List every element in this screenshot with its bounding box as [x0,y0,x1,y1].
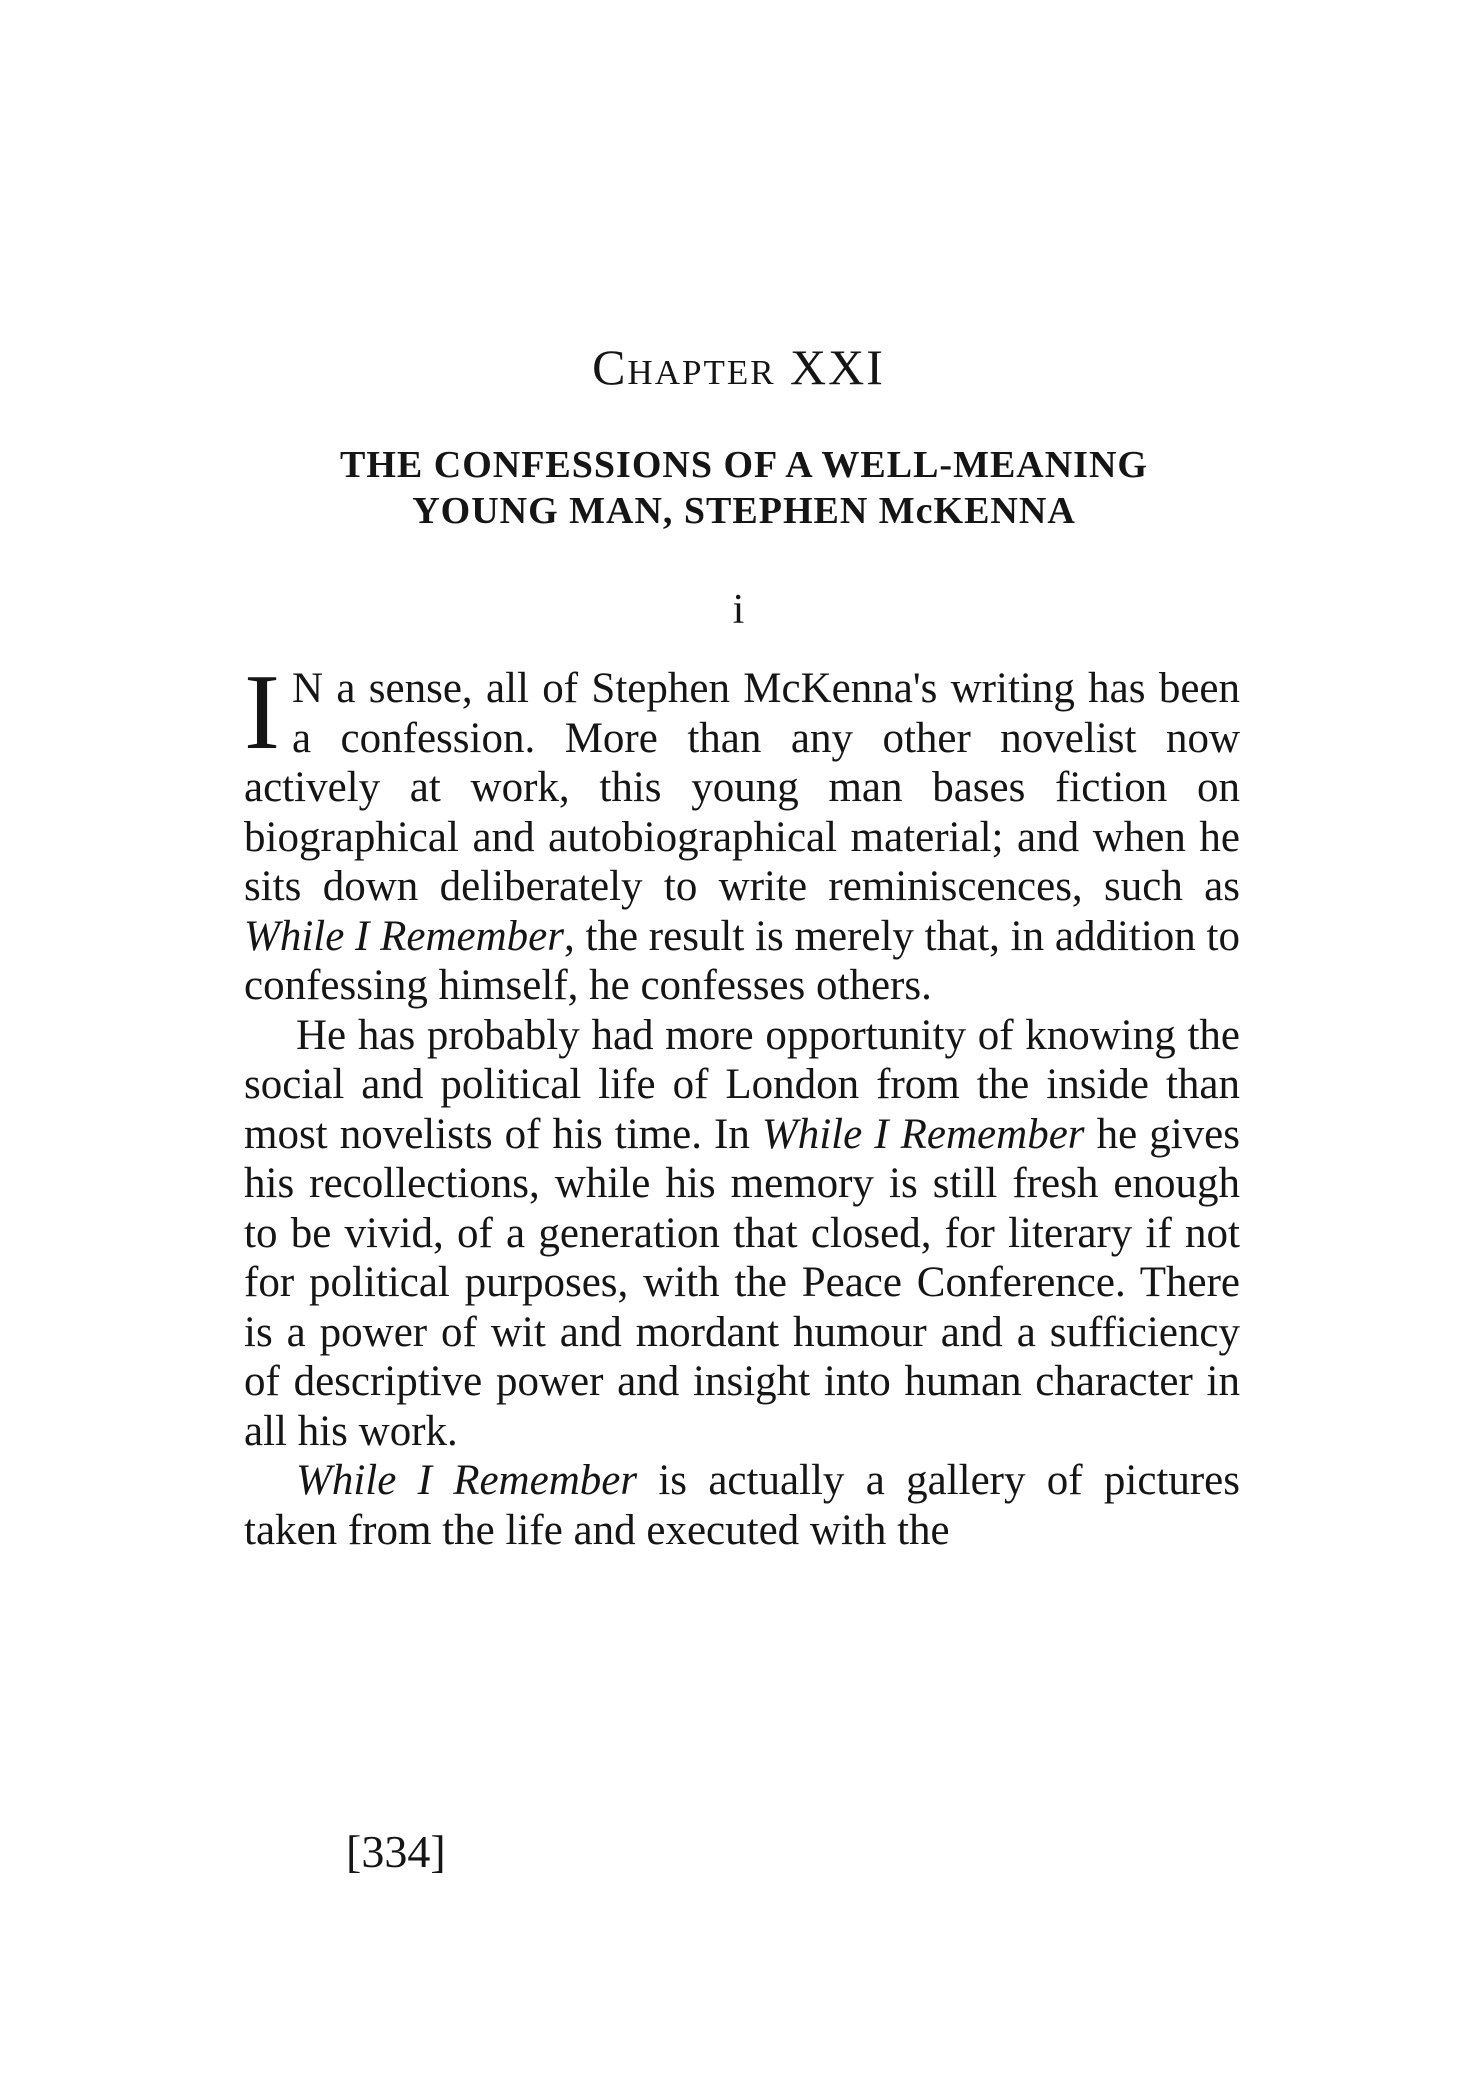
chapter-number: Chapter XXI [592,339,885,395]
paragraph-2-text-a: He has probably had more opportunity of knowing the social and political life of London from the inside than most novelists of his time. In [244,1011,1240,1158]
book-title: While I Remember [296,1457,638,1504]
chapter-title [244,442,1244,534]
paragraph-1-text-b: , the result is merely that, in addition to confessing himself, he confesses others. [244,912,1240,1009]
paragraph-1-text-a: a sense, all of Stephen McKenna's writing has been a confession. More than any other novelist now actively at work, this young man bases fiction on biographical and autobiographical material; and when he sits down deliberately to write reminiscences, such as [244,665,1240,910]
paragraph-3-text-a: is actually a gallery of pictures taken from the life and executed with the [244,1457,1240,1554]
body-text [244,653,1240,1555]
book-title: While I Remember [761,1110,1085,1158]
section-number: i [732,587,745,633]
chapter-title-line-2: YOUNG MAN, STEPHEN McKENNA [412,490,1076,532]
paragraph-2 [244,1011,1240,1457]
paragraph-1 [244,653,1240,1011]
chapter-title-line-1: THE CONFESSIONS OF A WELL-MEANING [340,444,1148,486]
book-title: While I Remember [244,912,564,960]
paragraph-2-text-b: he gives his recollections, while his memory is still fresh enough to be vivid, of a generation that closed, for literary if not for political purposes, with the Peace Conference. There is a power of wit and mordant humour and a sufficiency of descriptive power and insight into human character in all his work. [244,1110,1240,1455]
lead-letters: N [291,665,324,712]
page-number: [334] [346,1826,446,1877]
drop-cap: I [244,653,280,772]
paragraph-3 [244,1456,1240,1555]
